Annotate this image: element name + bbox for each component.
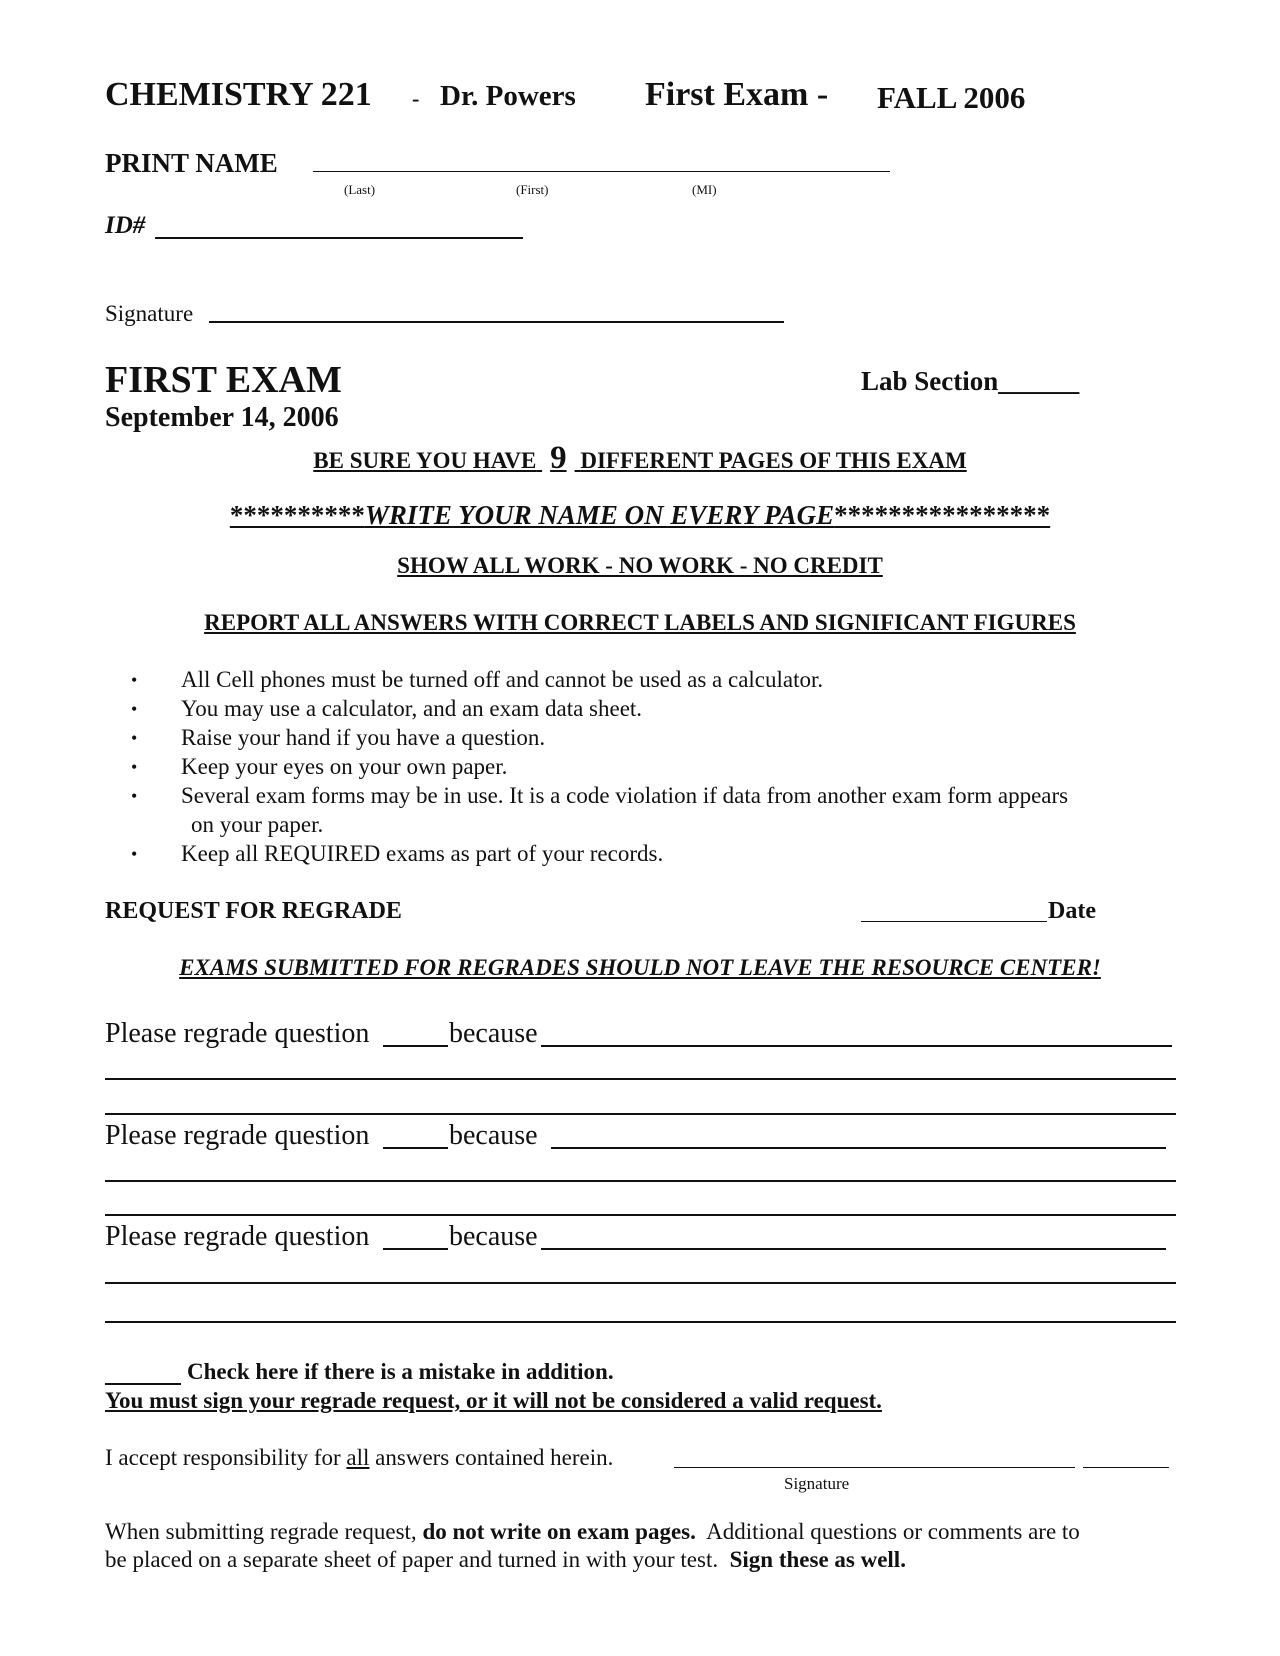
id-label: ID# (105, 212, 146, 239)
footer-1a: When submitting regrade request, (105, 1519, 423, 1544)
accept-signature-caption: Signature (784, 1474, 850, 1493)
lab-section-field[interactable]: Lab Section______ (861, 366, 1080, 396)
bullet-glyph: • (131, 728, 138, 748)
regrade-reason-field[interactable] (541, 1248, 1166, 1250)
bullet-glyph: • (131, 699, 138, 719)
id-field[interactable] (155, 237, 523, 239)
rule-item: All Cell phones must be turned off and cannot be used as a calculator. (181, 667, 824, 692)
report-answers-notice: REPORT ALL ANSWERS WITH CORRECT LABELS AND SIGNIFICANT FIGURES (204, 610, 1076, 635)
pages-notice-suffix: DIFFERENT PAGES OF THIS EXAM (580, 448, 967, 473)
regrade-because-label: because (449, 1018, 538, 1049)
accept-date-field[interactable] (1083, 1467, 1169, 1468)
accept-post: answers contained herein. (369, 1445, 614, 1470)
regrade-reason-field[interactable] (541, 1045, 1172, 1047)
bullet-glyph: • (131, 786, 138, 806)
must-sign-notice: You must sign your regrade request, or it will not be considered a valid request. (105, 1388, 882, 1413)
regrade-reason-line[interactable] (105, 1214, 1176, 1216)
accept-pre: I accept responsibility for (105, 1445, 347, 1470)
regrade-reason-line[interactable] (105, 1078, 1176, 1080)
signature-field[interactable] (209, 321, 784, 323)
instructor-name: Dr. Powers (440, 80, 576, 112)
pages-count: 9 (550, 440, 567, 476)
accept-signature-field[interactable] (674, 1467, 1075, 1468)
regrade-question-number-field[interactable] (383, 1147, 448, 1149)
regrade-reason-line[interactable] (105, 1113, 1176, 1115)
accept-statement (105, 1445, 613, 1471)
regrade-question-number-field[interactable] (383, 1045, 448, 1047)
pages-notice (0, 440, 1280, 477)
regrade-warning: EXAMS SUBMITTED FOR REGRADES SHOULD NOT LEAVE THE RESOURCE CENTER! (179, 955, 1101, 980)
footer-line-1 (105, 1519, 1080, 1545)
header-dash: - (412, 86, 420, 111)
addition-mistake-checkbox[interactable] (105, 1383, 181, 1385)
accept-all: all (346, 1445, 370, 1470)
write-name-text: WRITE YOUR NAME ON EVERY PAGE (364, 500, 835, 530)
exam-title: First Exam - (645, 76, 829, 113)
print-name-label: PRINT NAME (105, 148, 278, 178)
stars-left: ********** (229, 500, 365, 530)
addition-mistake-label: Check here if there is a mistake in addition. (187, 1359, 614, 1384)
regrade-question-label: Please regrade question (105, 1018, 370, 1049)
write-name-notice (0, 500, 1280, 531)
regrade-reason-line[interactable] (105, 1282, 1176, 1284)
regrade-date-label: Date (1048, 898, 1096, 924)
rule-item: Raise your hand if you have a question. (181, 725, 546, 750)
subcaption-last: (Last) (344, 182, 376, 197)
rule-item: Several exam forms may be in use. It is a code violation if data from another exam form appears (181, 783, 1069, 808)
subcaption-first: (First) (516, 182, 549, 197)
show-work-notice: SHOW ALL WORK - NO WORK - NO CREDIT (397, 553, 883, 578)
print-name-field[interactable] (313, 171, 890, 172)
rule-item: You may use a calculator, and an exam data sheet. (181, 696, 643, 721)
rule-item: Keep all REQUIRED exams as part of your records. (181, 841, 664, 866)
footer-1b: do not write on exam pages. (422, 1519, 696, 1544)
rule-item: Keep your eyes on your own paper. (181, 754, 508, 779)
stars-right: **************** (834, 500, 1051, 530)
signature-label: Signature (105, 301, 194, 326)
subcaption-mi: (MI) (692, 182, 717, 197)
regrade-date-field[interactable] (861, 921, 1047, 922)
pages-notice-prefix: BE SURE YOU HAVE (313, 448, 537, 473)
first-exam-heading: FIRST EXAM (105, 359, 342, 401)
regrade-question-label: Please regrade question (105, 1221, 370, 1252)
footer-2a: be placed on a separate sheet of paper and turned in with your test. (105, 1547, 730, 1572)
regrade-because-label: because (449, 1120, 538, 1151)
rule-item-continued: on your paper. (191, 812, 324, 837)
footer-1c: Additional questions or comments are to (695, 1519, 1080, 1544)
regrade-because-label: because (449, 1221, 538, 1252)
regrade-question-label: Please regrade question (105, 1120, 370, 1151)
footer-line-2 (105, 1547, 906, 1573)
exam-term: FALL 2006 (877, 80, 1026, 115)
regrade-heading: REQUEST FOR REGRADE (105, 898, 402, 924)
bullet-glyph: • (131, 757, 138, 777)
regrade-reason-line[interactable] (105, 1321, 1176, 1323)
bullet-glyph: • (131, 670, 138, 690)
exam-date: September 14, 2006 (105, 402, 339, 433)
regrade-question-number-field[interactable] (383, 1248, 448, 1250)
footer-2b: Sign these as well. (729, 1547, 906, 1572)
regrade-reason-line[interactable] (105, 1180, 1176, 1182)
regrade-reason-field[interactable] (551, 1147, 1166, 1149)
course-title: CHEMISTRY 221 (105, 76, 372, 113)
bullet-glyph: • (131, 844, 138, 864)
